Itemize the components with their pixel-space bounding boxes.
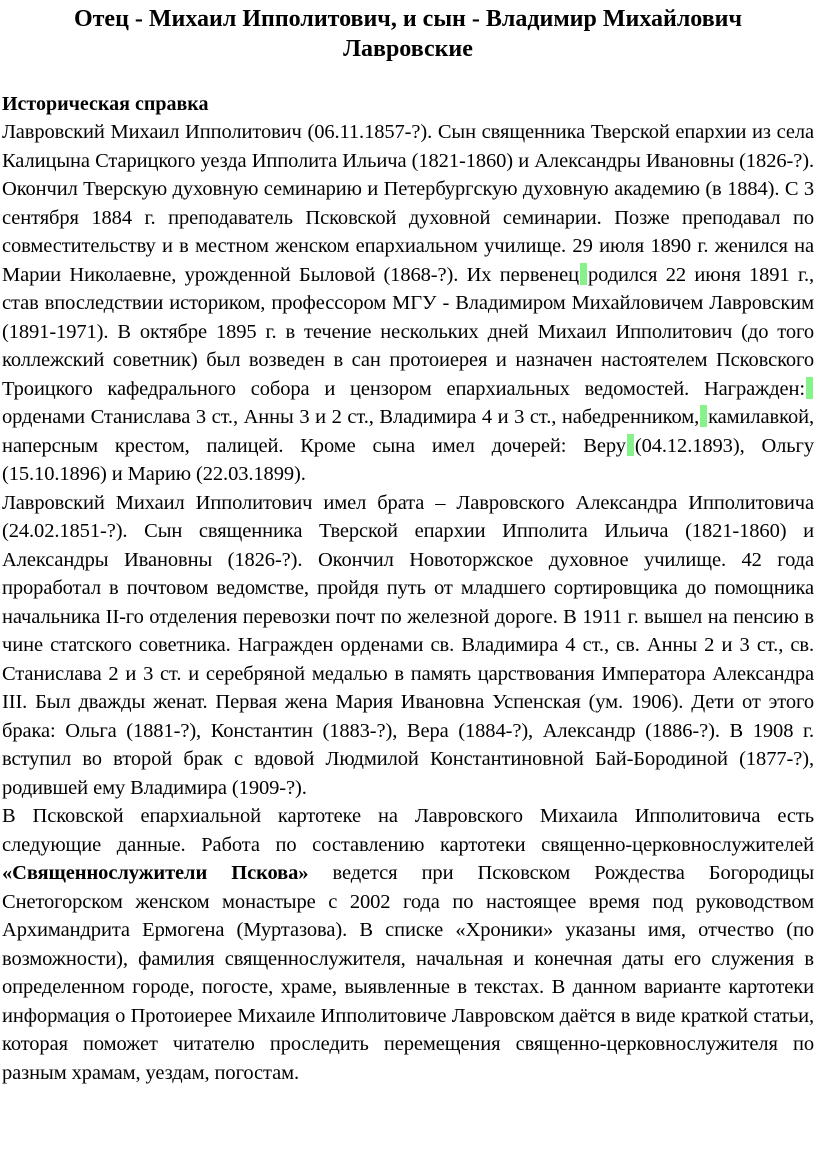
highlight-mark	[580, 263, 587, 285]
paragraph-text: родился 22 июня 1891 г., став впоследствии историком, профессором МГУ - Владимиром Михайловичем Лавровским (1891-1971). В октябре 1895 г. в течение нескольких дней Михаил Ипполитович (до того коллежский советник) был возведен в сан протоиерея и назначен настоятелем Псковского Троицкого кафедрального собора и цензором епархиальных ведомостей. Награжден:	[2, 263, 814, 400]
page-title-line-2: Лавровские	[343, 36, 473, 62]
paragraph-text: ведется при Псковском Рождества Богородицы Снетогорском женском монастыре с 2002 года по настоящее время под руководством Архимандрита Ермогена (Муртазова). В списке «Хроники» указаны имя, отчество (по возможности), фамилия священнослужителя, начальная и конечная даты его служения в определенном городе, погосте, храме, выявленные в текстах. В данном варианте картотеки информация о Протоиерее Михаиле Ипполитовиче Лавровском даётся в виде краткой статьи, которая поможет читателю проследить перемещения священно-церковнослужителя по разным храмам, уездам, погостам.	[2, 862, 815, 1084]
paragraph-text: камилавкой, наперсным крестом, палицей. Кроме сына имел дочерей: Веру	[2, 406, 814, 457]
highlight-mark	[806, 377, 813, 399]
paragraph-brother: Лавровский Михаил Ипполитович имел брата – Лавровского Александра Ипполитовича (24.02.1851-?). Сын священника Тверской епархии Ипполита Ильича (1821-1860) и Александры Ивановны (1826-?). Окончил Новоторжское духовное училище. 42 года проработал в почтовом ведомстве, пройдя путь от младшего сортировщика до помощника начальника II-го отделения перевозки почт по железной дороге. В 1911 г. вышел на пенсию в чине статского советника. Награжден орденами св. Владимира 4 ст., св. Анны 2 и 3 ст., св. Станислава 2 и 3 ст. и серебряной медалью в память царствования Императора Александра III. Был дважды женат. Первая жена Мария Ивановна Успенская (ум. 1906). Дети от этого брака: Ольга (1881-?), Константин (1883-?), Вера (1884-?), Александр (1886-?). В 1908 г. вступил во второй брак с вдовой Людмилой Константиновной Бай-Бородиной (1877-?), родившей ему Владимира (1909-?).	[2, 491, 814, 799]
highlight-mark	[627, 434, 634, 456]
page-title-line-1: Отец - Михаил Ипполитович, и сын - Владимир Михайлович	[73, 6, 743, 32]
paragraph-text: Лавровский Михаил Ипполитович (06.11.1857-?). Сын священника Тверской епархии из села Калицына Старицкого уезда Ипполита Ильича (1821-1860) и Александры Ивановны (1826-?). Окончил Тверскую духовную семинарию и Петербургскую духовную академию (в 1884). С 3 сентября 1884 г. преподаватель Псковской духовной семинарии. Позже преподавал по совместительству и в местном женском епархиальном училище. 29 июля 1890 г. женился на Марии Николаевне, урожденной Быловой (1868-?). Их первенец	[2, 121, 814, 286]
paragraph-text: (04.12.1893), Ольгу (15.10.1896) и Марию (22.03.1899).	[2, 434, 815, 485]
highlight-mark	[700, 405, 707, 427]
paragraph-text: В Псковской епархиальной картотеке на Лавровского Михаила Ипполитовича есть следующие данные. Работа по составлению картотеки священно-церковнослужителей	[2, 805, 814, 856]
paragraph-archive	[2, 802, 814, 1087]
section-heading: Историческая справка	[2, 93, 209, 115]
paragraph-biography	[2, 118, 814, 489]
archive-title: «Священнослужители Пскова»	[2, 862, 309, 884]
page-title	[2, 4, 814, 64]
paragraph-text: орденами Станислава 3 ст., Анны 3 и 2 ст., Владимира 4 и 3 ст., набедренником,	[2, 406, 700, 428]
